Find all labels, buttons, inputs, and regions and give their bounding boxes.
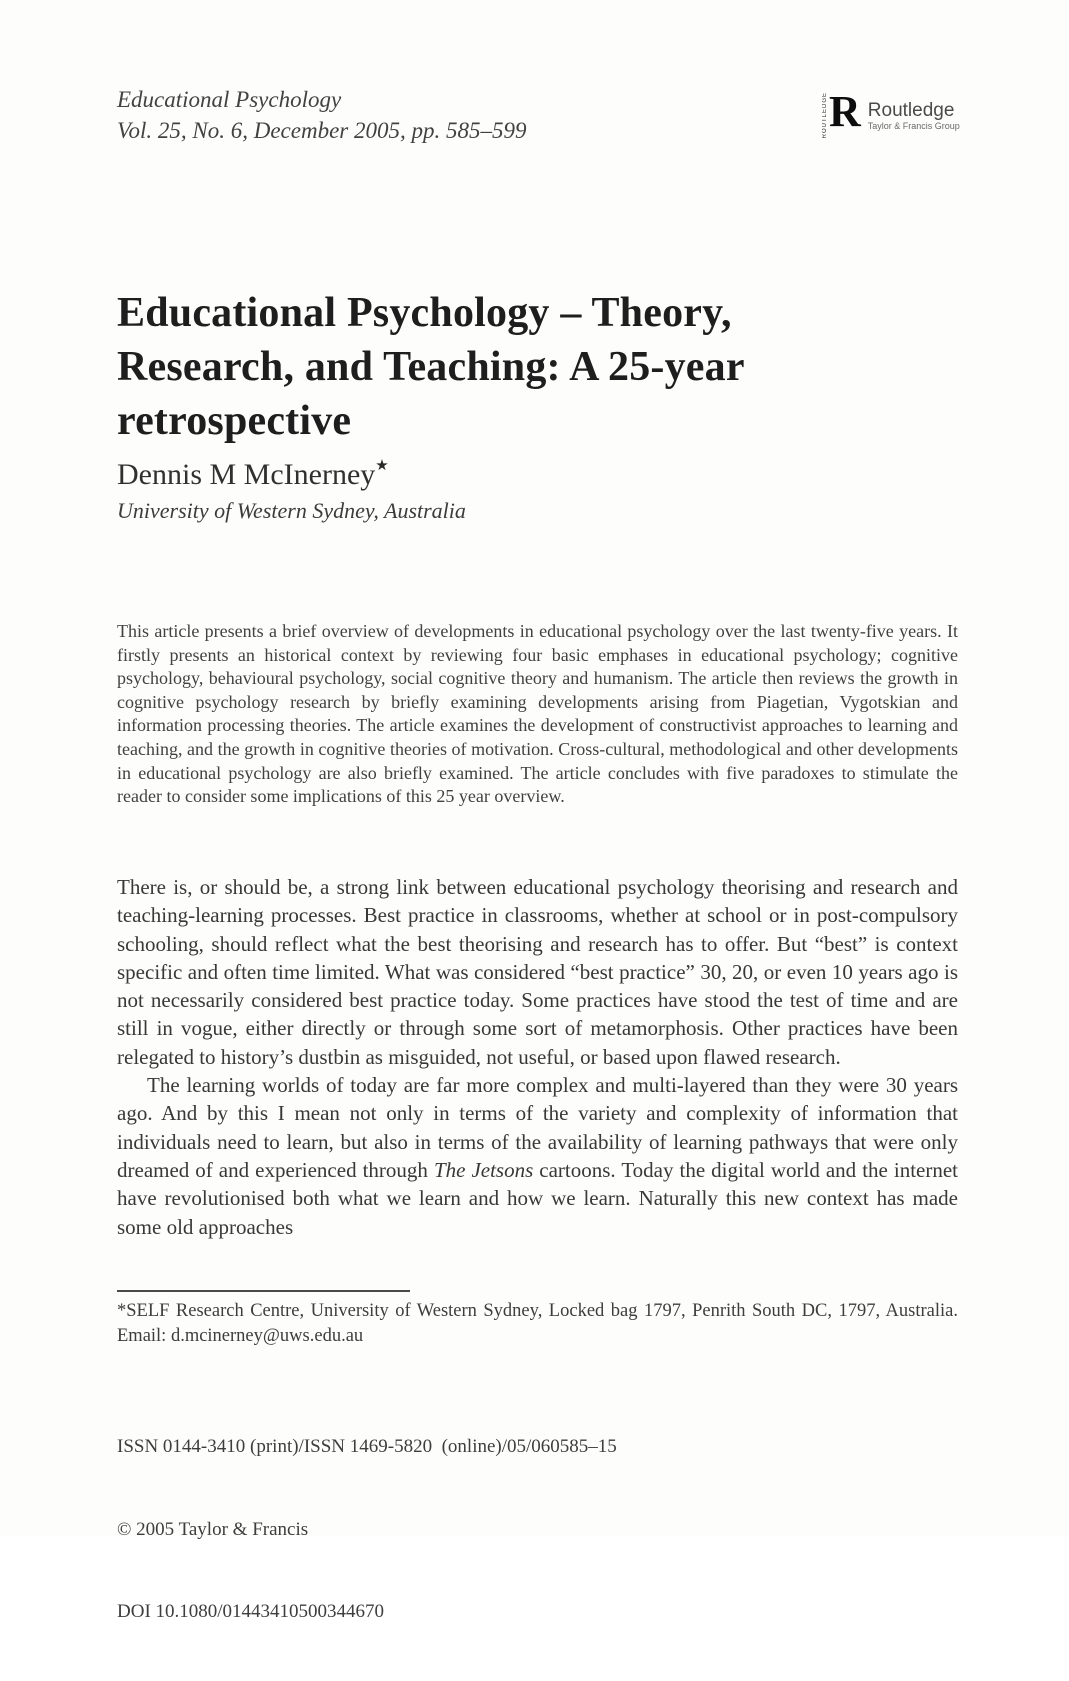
- author-footnote-marker: ★: [375, 458, 389, 474]
- title-line-3: retrospective: [117, 398, 352, 445]
- journal-name: Educational Psychology: [117, 87, 342, 112]
- author-affiliation: University of Western Sydney, Australia: [117, 498, 466, 523]
- masthead: [117, 84, 527, 146]
- title-line-2: Research, and Teaching: A 25-year: [117, 344, 745, 391]
- routledge-r-icon: [822, 87, 861, 139]
- journal-issue-info: Vol. 25, No. 6, December 2005, pp. 585–599: [117, 118, 527, 143]
- publisher-logo: [822, 87, 960, 139]
- paragraph-2-text-cont: cartoons. Today the digital world and the internet have revolutionised both what we learn and how we learn. Naturally this new context has made some old approaches: [117, 1157, 958, 1239]
- footnote-rule: [117, 1290, 410, 1292]
- imprint-block: [117, 1378, 617, 1681]
- footnote: [117, 1290, 958, 1349]
- abstract: This article presents a brief overview of developments in educational psychology over the last twenty-five years. It firstly presents an historical context by reviewing four basic emphases in educational psychology; cognitive psychology, behavioural psychology, social cognitive theory and humanism. The article then reviews the growth in cognitive psychology research by briefly examining developments arising from Piagetian, Vygotskian and information processing theories. The article examines the development of constructivist approaches to learning and teaching, and the growth in cognitive theories of motivation. Cross-cultural, methodological and other developments in educational psychology are also briefly examined. The article concludes with five paradoxes to stimulate the reader to consider some implications of this 25 year overview.: [117, 621, 958, 807]
- jetsons-italic-title: The Jetsons: [433, 1157, 534, 1182]
- publisher-name: Routledge: [867, 100, 955, 122]
- copyright-line: © 2005 Taylor & Francis: [117, 1518, 309, 1540]
- article-body: [117, 873, 958, 1241]
- author-name-text: Dennis M McInerney: [117, 458, 376, 491]
- footnote-marker: *: [117, 1301, 127, 1321]
- author-name: [117, 448, 466, 493]
- article-title: [117, 286, 917, 448]
- issn-line: ISSN 0144-3410 (print)/ISSN 1469-5820 (online)/05/060585–15: [117, 1436, 617, 1457]
- publisher-tagline: Taylor & Francis Group: [867, 121, 960, 132]
- title-line-1: Educational Psychology – Theory,: [117, 290, 732, 337]
- logo-vertical-text: ROUTLEDGE: [822, 92, 828, 139]
- doi-line: DOI 10.1080/01443410500344670: [117, 1601, 385, 1622]
- author-block: [117, 448, 466, 525]
- footnote-body: SELF Research Centre, University of Western Sydney, Locked bag 1797, Penrith South DC, 1797, Australia. Email: d.mcinerney@uws.edu.au: [117, 1301, 958, 1346]
- paragraph-2-text: The learning worlds of today are far more complex and multi-layered than they were 30 years ago. And by this I mean not only in terms of the variety and complexity of information that individuals need to learn, but also in terms of the availability of learning pathways that were only dreamed of and experienced through: [117, 1073, 958, 1182]
- publisher-names: [868, 98, 960, 132]
- body-paragraph-2: [117, 1071, 958, 1241]
- body-paragraph-1: There is, or should be, a strong link between educational psychology theorising and research and teaching-learning processes. Best practice in classrooms, whether at school or in post-compulsory schooling, should reflect what the best theorising and research has to offer. But “best” is context specific and often time limited. What was considered “best practice” 30, 20, or even 10 years ago is not necessarily considered best practice today. Some practices have stood the test of time and are still in vogue, either directly or through some sort of metamorphosis. Other practices have been relegated to history’s dustbin as misguided, not useful, or based upon flawed research.: [117, 875, 958, 1069]
- logo-letter: R: [829, 87, 861, 136]
- footnote-text: [117, 1299, 958, 1349]
